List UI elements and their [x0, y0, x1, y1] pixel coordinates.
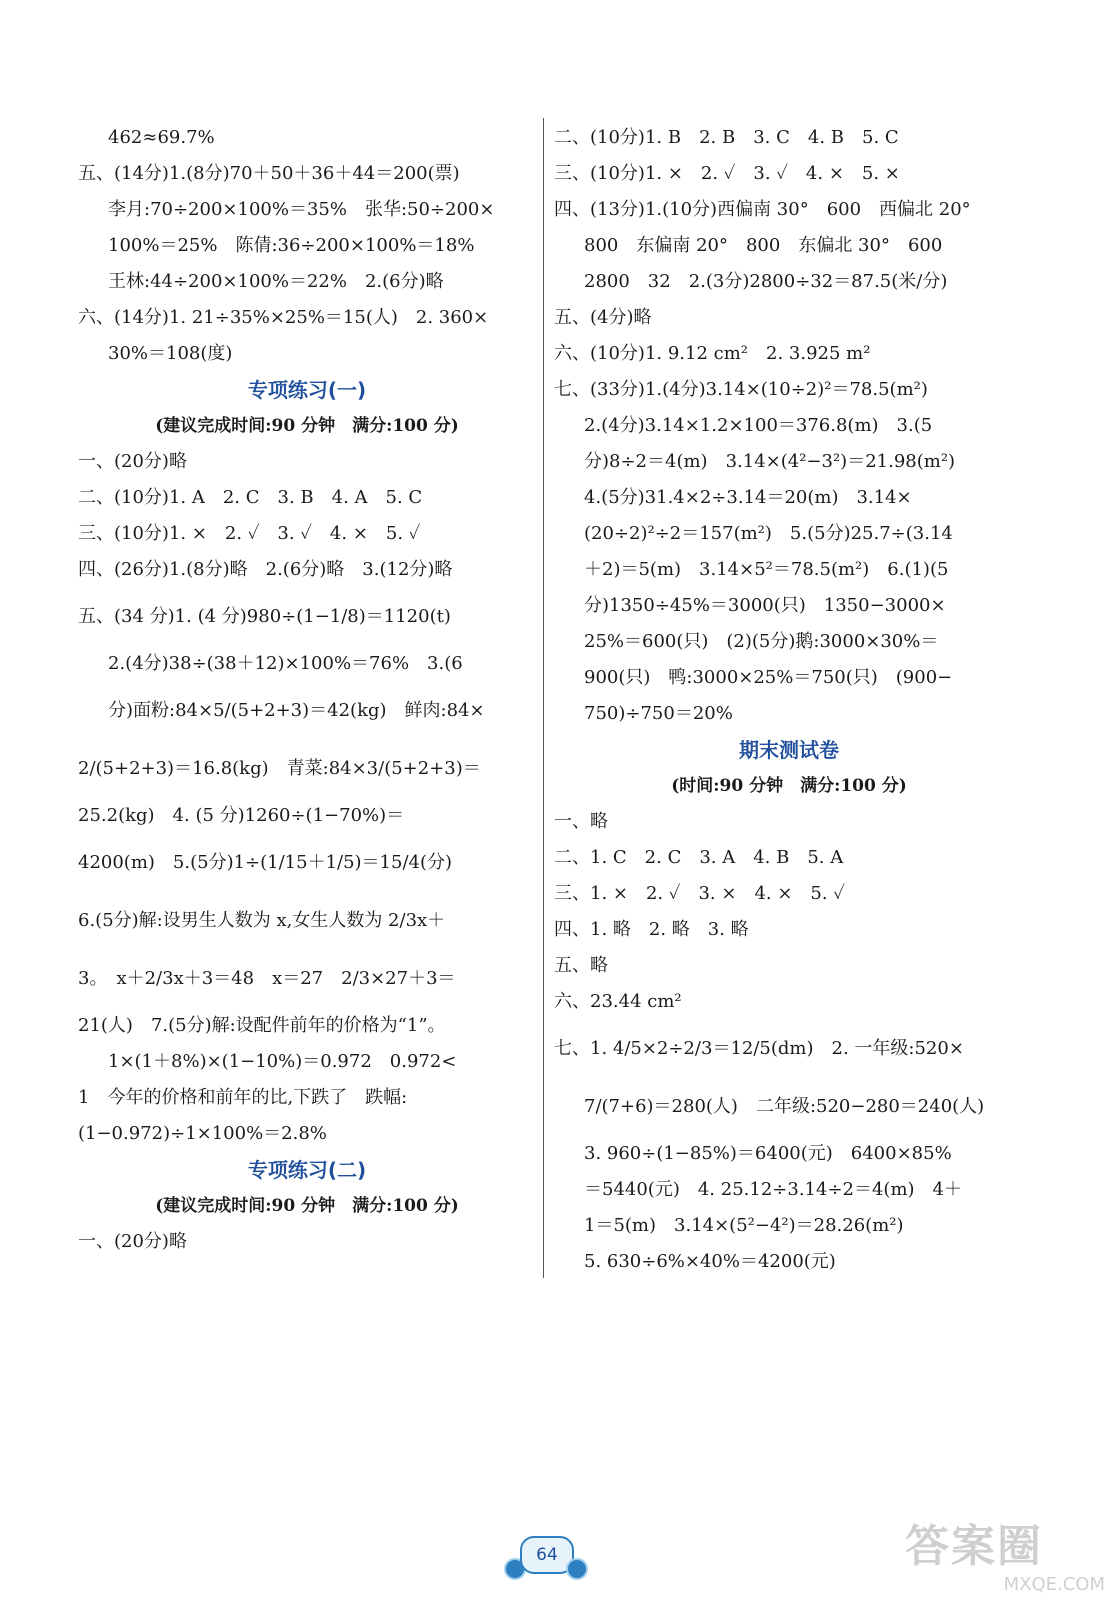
answer-line: 三、(10分)1. × 2. ✓ 3. ✓ 4. × 5. × — [554, 163, 900, 184]
answer-line: 三、(10分)1. × 2. ✓ 3. ✓ 4. × 5. ✓ — [78, 523, 421, 544]
answer-line: 五、(14分)1.(8分)70＋50＋36＋44＝200(票) — [78, 163, 460, 184]
answer-line: 五、略 — [554, 955, 608, 976]
answer-line: (1−0.972)÷1×100%＝2.8% — [78, 1123, 327, 1144]
answer-line: 800 东偏南 20° 800 东偏北 30° 600 — [584, 235, 943, 256]
answer-line: 三、1. × 2. ✓ 3. × 4. × 5. ✓ — [554, 883, 845, 904]
answer-line: 5. 630÷6%×40%＝4200(元) — [584, 1251, 836, 1272]
answer-line: 一、(20分)略 — [78, 1231, 187, 1252]
answer-line: 四、1. 略 2. 略 3. 略 — [554, 919, 749, 940]
answer-line: 四、(26分)1.(8分)略 2.(6分)略 3.(12分)略 — [78, 559, 453, 580]
answer-line: 一、(20分)略 — [78, 451, 187, 472]
answer-line: 3. 960÷(1−85%)＝6400(元) 6400×85% — [584, 1143, 952, 1164]
answer-line: 王林:44÷200×100%＝22% 2.(6分)略 — [108, 271, 444, 292]
answer-line: 21(人) 7.(5分)解:设配件前年的价格为“1”。 — [78, 1015, 446, 1036]
page-number: 64 — [520, 1536, 574, 1574]
answer-line: (20÷2)²÷2＝157(m²) 5.(5分)25.7÷(3.14 — [584, 523, 953, 544]
page-number-badge — [500, 1536, 590, 1580]
answer-line: 900(只) 鸭:3000×25%＝750(只) (900− — [584, 667, 953, 688]
section-subheading: (建议完成时间:90 分钟 满分:100 分) — [155, 416, 459, 436]
right-column — [554, 120, 1024, 1280]
column-divider — [543, 118, 544, 1278]
answer-line: 100%＝25% 陈倩:36÷200×100%＝18% — [108, 235, 475, 256]
answer-line: 六、23.44 cm² — [554, 991, 682, 1012]
section-heading: 专项练习(二) — [247, 1158, 367, 1182]
answer-line: 1 今年的价格和前年的比,下跌了 跌幅: — [78, 1087, 408, 1108]
answer-line: 二、1. C 2. C 3. A 4. B 5. A — [554, 847, 844, 868]
answer-line: 李月:70÷200×100%＝35% 张华:50÷200× — [108, 199, 495, 220]
answer-line: 4.(5分)31.4×2÷3.14＝20(m) 3.14× — [584, 487, 912, 508]
answer-line: 七、1. 4/5×2÷2/3＝12/5(dm) 2. 一年级:520× — [554, 1038, 964, 1059]
answer-line: 二、(10分)1. B 2. B 3. C 4. B 5. C — [554, 127, 899, 148]
answer-line: 462≈69.7% — [108, 127, 215, 148]
answer-line: 30%＝108(度) — [108, 343, 233, 364]
answer-line: 7/(7+6)＝280(人) 二年级:520−280＝240(人) — [584, 1096, 985, 1117]
answer-line: 1＝5(m) 3.14×(5²−4²)＝28.26(m²) — [584, 1215, 904, 1236]
answer-line: 6.(5分)解:设男生人数为 x,女生人数为 2/3x＋ — [78, 910, 446, 931]
section-heading: 期末测试卷 — [739, 738, 839, 762]
answer-line: 分)8÷2＝4(m) 3.14×(4²−3²)＝21.98(m²) — [584, 451, 956, 472]
answer-line: 25%＝600(只) (2)(5分)鹅:3000×30%＝ — [584, 631, 939, 652]
answer-line: ＋2)＝5(m) 3.14×5²＝78.5(m²) 6.(1)(5 — [584, 559, 949, 580]
answer-line: 分)1350÷45%＝3000(只) 1350−3000× — [584, 595, 946, 616]
answer-line: 六、(10分)1. 9.12 cm² 2. 3.925 m² — [554, 343, 871, 364]
section-subheading: (时间:90 分钟 满分:100 分) — [671, 776, 907, 796]
answer-line: 4200(m) 5.(5分)1÷(1/15＋1/5)＝15/4(分) — [78, 852, 453, 873]
answer-line: 25.2(kg) 4. (5 分)1260÷(1−70%)＝ — [78, 805, 405, 826]
section-subheading: (建议完成时间:90 分钟 满分:100 分) — [155, 1196, 459, 1216]
right-bubble-icon — [566, 1558, 588, 1580]
answer-line: 2.(4分)3.14×1.2×100＝376.8(m) 3.(5 — [584, 415, 933, 436]
watermark-url: MXQE.COM — [1003, 1574, 1105, 1595]
answer-line: 2.(4分)38÷(38＋12)×100%＝76% 3.(6 — [108, 653, 463, 674]
answer-line: 3。 x＋2/3x＋3＝48 x＝27 2/3×27＋3＝ — [78, 968, 456, 989]
answer-line: 五、(34 分)1. (4 分)980÷(1−1/8)＝1120(t) — [78, 606, 451, 627]
answer-line: ＝5440(元) 4. 25.12÷3.14÷2＝4(m) 4＋ — [584, 1179, 962, 1200]
watermark-logo — [905, 1510, 1105, 1595]
section-heading: 专项练习(一) — [247, 378, 367, 402]
answer-line: 2/(5+2+3)＝16.8(kg) 青菜:84×3/(5+2+3)＝ — [78, 758, 481, 779]
answer-line: 2800 32 2.(3分)2800÷32＝87.5(米/分) — [584, 271, 948, 292]
answer-line: 分)面粉:84×5/(5+2+3)＝42(kg) 鲜肉:84× — [108, 700, 485, 721]
answer-line: 二、(10分)1. A 2. C 3. B 4. A 5. C — [78, 487, 423, 508]
answer-line: 一、略 — [554, 811, 608, 832]
answer-line: 1×(1＋8%)×(1−10%)＝0.972 0.972< — [108, 1051, 457, 1072]
watermark-text: 答案圈 — [905, 1521, 1043, 1572]
left-column — [78, 120, 536, 1260]
answer-line: 六、(14分)1. 21÷35%×25%＝15(人) 2. 360× — [78, 307, 489, 328]
answer-line: 四、(13分)1.(10分)西偏南 30° 600 西偏北 20° — [554, 199, 971, 220]
answer-line: 750)÷750＝20% — [584, 703, 733, 724]
answer-line: 五、(4分)略 — [554, 307, 652, 328]
answer-line: 七、(33分)1.(4分)3.14×(10÷2)²＝78.5(m²) — [554, 379, 928, 400]
